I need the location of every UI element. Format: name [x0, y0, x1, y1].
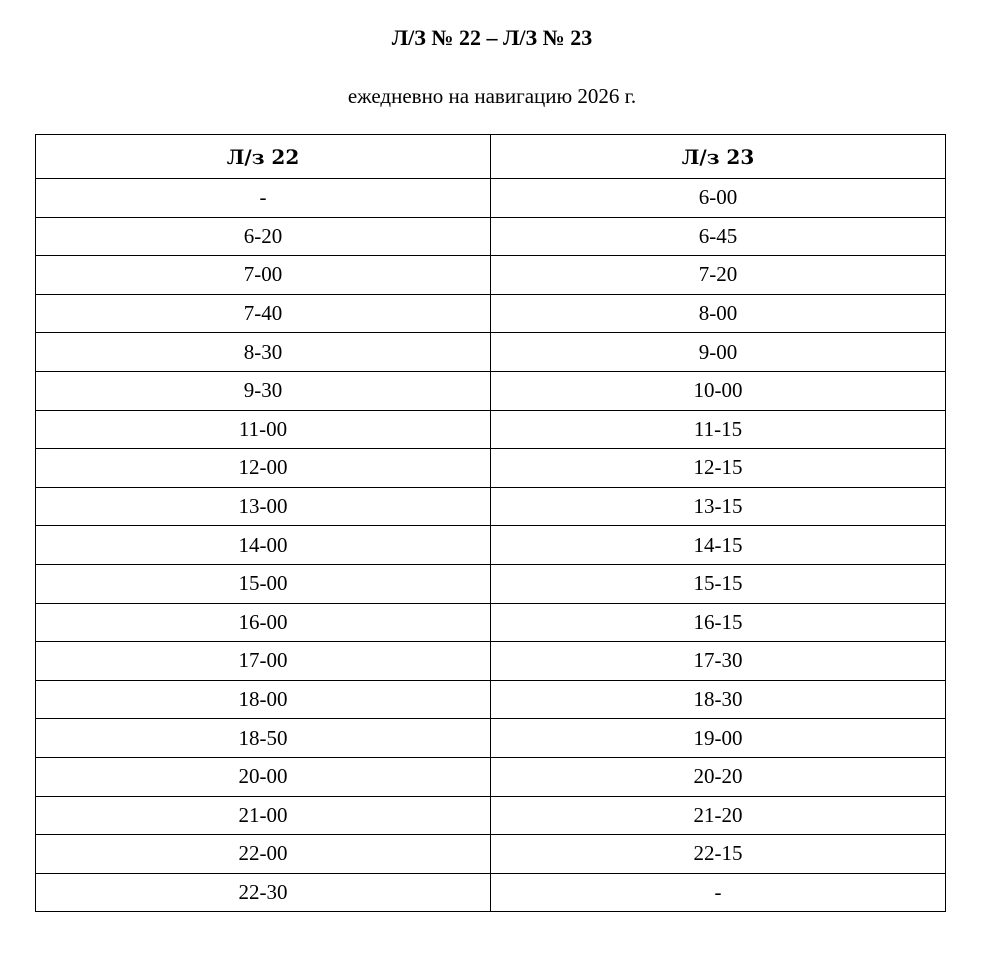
lz22-time-cell: 20-00 [36, 757, 491, 796]
lz23-time-cell: 6-00 [491, 179, 946, 218]
lz23-time-cell: 17-30 [491, 642, 946, 681]
document-title: Л/З № 22 – Л/З № 23 [391, 25, 593, 50]
table-row [36, 796, 946, 835]
lz22-time-cell: 16-00 [36, 603, 491, 642]
lz22-time-cell: 12-00 [36, 449, 491, 488]
table-row [36, 410, 946, 449]
lz22-time-cell: 22-00 [36, 835, 491, 874]
lz23-time-cell: 15-15 [491, 564, 946, 603]
table-row [36, 873, 946, 912]
table-header-row [36, 135, 946, 179]
table-row [36, 217, 946, 256]
lz22-time-cell: - [36, 179, 491, 218]
table-row [36, 487, 946, 526]
table-row [36, 642, 946, 681]
table-row [36, 526, 946, 565]
lz23-time-cell: 8-00 [491, 294, 946, 333]
lz22-time-cell: 17-00 [36, 642, 491, 681]
lz23-time-cell: 14-15 [491, 526, 946, 565]
lz23-time-cell: 21-20 [491, 796, 946, 835]
lz23-time-cell: 9-00 [491, 333, 946, 372]
schedule-body [36, 179, 946, 912]
lz23-time-cell: 6-45 [491, 217, 946, 256]
document-subtitle: ежедневно на навигацию 2026 г. [347, 84, 637, 108]
table-row [36, 256, 946, 295]
lz22-time-cell: 7-00 [36, 256, 491, 295]
column-header-lz22: Л/з 22 [36, 135, 491, 179]
schedule-table [35, 134, 946, 912]
lz23-time-cell: 20-20 [491, 757, 946, 796]
lz23-time-cell: 16-15 [491, 603, 946, 642]
lz23-time-cell: 22-15 [491, 835, 946, 874]
lz23-time-cell: 19-00 [491, 719, 946, 758]
table-row [36, 680, 946, 719]
table-row [36, 333, 946, 372]
lz22-time-cell: 14-00 [36, 526, 491, 565]
table-row [36, 719, 946, 758]
table-row [36, 179, 946, 218]
lz23-time-cell: 11-15 [491, 410, 946, 449]
lz23-time-cell: 10-00 [491, 371, 946, 410]
lz22-time-cell: 7-40 [36, 294, 491, 333]
table-row [36, 757, 946, 796]
lz22-time-cell: 13-00 [36, 487, 491, 526]
lz22-time-cell: 21-00 [36, 796, 491, 835]
lz22-time-cell: 11-00 [36, 410, 491, 449]
lz22-time-cell: 9-30 [36, 371, 491, 410]
table-row [36, 294, 946, 333]
lz23-time-cell: - [491, 873, 946, 912]
lz23-time-cell: 13-15 [491, 487, 946, 526]
lz23-time-cell: 18-30 [491, 680, 946, 719]
column-header-lz23: Л/з 23 [491, 135, 946, 179]
table-row [36, 603, 946, 642]
table-row [36, 449, 946, 488]
lz22-time-cell: 18-50 [36, 719, 491, 758]
lz22-time-cell: 22-30 [36, 873, 491, 912]
lz22-time-cell: 8-30 [36, 333, 491, 372]
lz22-time-cell: 15-00 [36, 564, 491, 603]
lz22-time-cell: 18-00 [36, 680, 491, 719]
table-row [36, 371, 946, 410]
table-row [36, 564, 946, 603]
lz22-time-cell: 6-20 [36, 217, 491, 256]
lz23-time-cell: 7-20 [491, 256, 946, 295]
table-row [36, 835, 946, 874]
lz23-time-cell: 12-15 [491, 449, 946, 488]
